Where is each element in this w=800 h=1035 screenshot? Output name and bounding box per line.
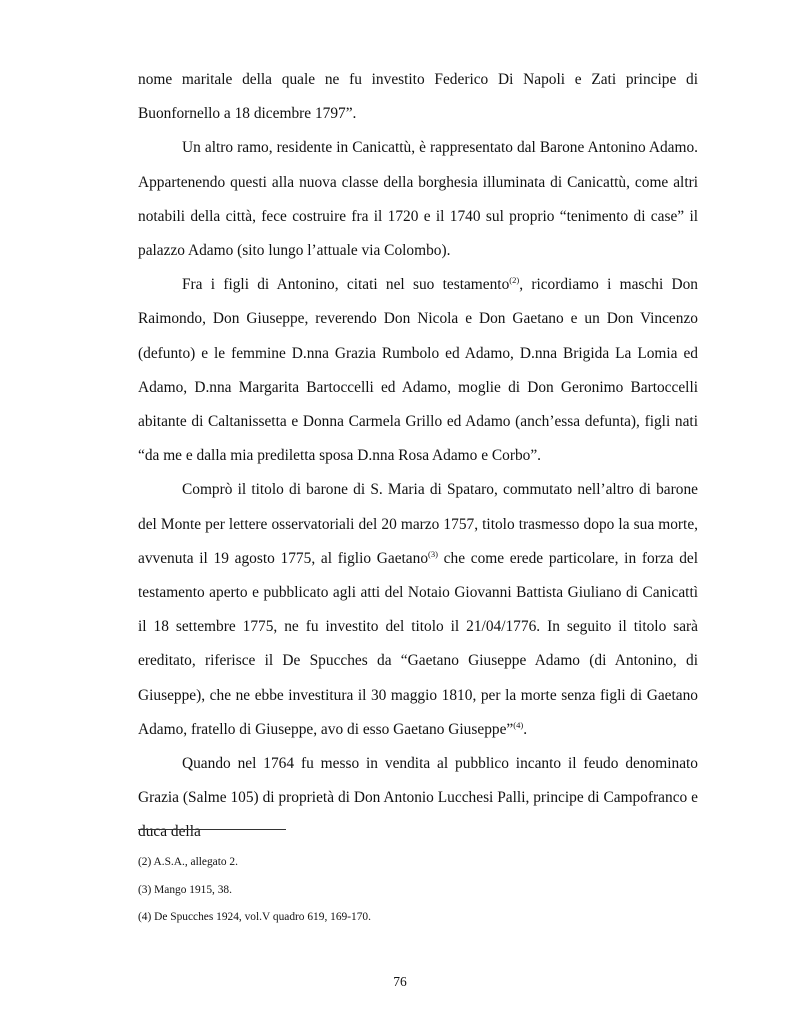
paragraph-text: Fra i figli di Antonino, citati nel suo testamento <box>182 276 510 294</box>
paragraph-text: nome maritale della quale ne fu investito Federico Di Napoli e Zati principe di Buonfornello a 18 dicembre 1797”. <box>138 71 698 123</box>
paragraph-text: Un altro ramo, residente in Canicattù, è rappresentato dal Barone Antonino Adamo. Appartenendo questi alla nuova classe della borghesia illuminata di Canicattù, come altri notabili della città, fece costruire fra il 1720 e il 1740 sul proprio “tenimento di case” il palazzo Adamo (sito lungo l’attuale via Colombo). <box>138 139 698 260</box>
footnotes <box>138 849 698 932</box>
paragraph <box>138 473 698 747</box>
page-number: 76 <box>393 974 407 989</box>
paragraph-text: , ricordiamo i maschi Don Raimondo, Don Giuseppe, reverendo Don Nicola e Don Gaetano e un Don Vincenzo (defunto) e le femmine D.nna Grazia Rumbolo ed Adamo, D.nna Brigida La Lomia ed Adamo, D.nna Margarita Bartoccelli ed Adamo, moglie di Don Geronimo Bartoccelli abitante di Caltanissetta e Donna Carmela Grillo ed Adamo (anch’essa defunta), figli nati “da me e dalla mia prediletta sposa D.nna Rosa Adamo e Corbo”. <box>138 276 698 465</box>
paragraph-text: che come erede particolare, in forza del testamento aperto e pubblicato agli atti del Notaio Giovanni Battista Giuliano di Canicattì il 18 settembre 1775, ne fu investito del titolo il 21/04/1776. In seguito il titolo sarà ereditato, riferisce il De Spucches da “Gaetano Giuseppe Adamo (di Antonino, di Giuseppe), che ne ebbe investitura il 30 maggio 1810, per la morte senza figli di Gaetano Adamo, fratello di Giuseppe, avo di esso Gaetano Giuseppe” <box>138 549 698 738</box>
footnote-4: (4) De Spucches 1924, vol.V quadro 619, 169-170. <box>138 911 371 923</box>
paragraph <box>138 63 698 131</box>
paragraph <box>138 131 698 268</box>
footnote-reference: (2) <box>509 275 520 286</box>
footnote-2: (2) A.S.A., allegato 2. <box>138 856 238 868</box>
footnote-separator <box>138 829 286 830</box>
footnote-reference: (3) <box>428 548 438 559</box>
paragraph <box>138 268 698 473</box>
paragraph <box>138 747 698 850</box>
paragraph-text: Comprò il titolo di barone di S. Maria di Spataro, commutato nell’altro di barone del Monte per lettere osservatoriali del 20 marzo 1757, titolo trasmesso dopo la sua morte, avvenuta il 19 agosto 1775, al figlio Gaetano <box>138 481 698 567</box>
footnote-reference: (4) <box>513 719 524 730</box>
body-text <box>138 63 698 850</box>
paragraph-text: Quando nel 1764 fu messo in vendita al pubblico incanto il feudo denominato Grazia (Salme 105) di proprietà di Don Antonio Lucchesi Palli, principe di Campofranco e duca della <box>138 755 698 841</box>
paragraph-text: . <box>523 720 528 738</box>
footnote-3: (3) Mango 1915, 38. <box>138 883 232 896</box>
